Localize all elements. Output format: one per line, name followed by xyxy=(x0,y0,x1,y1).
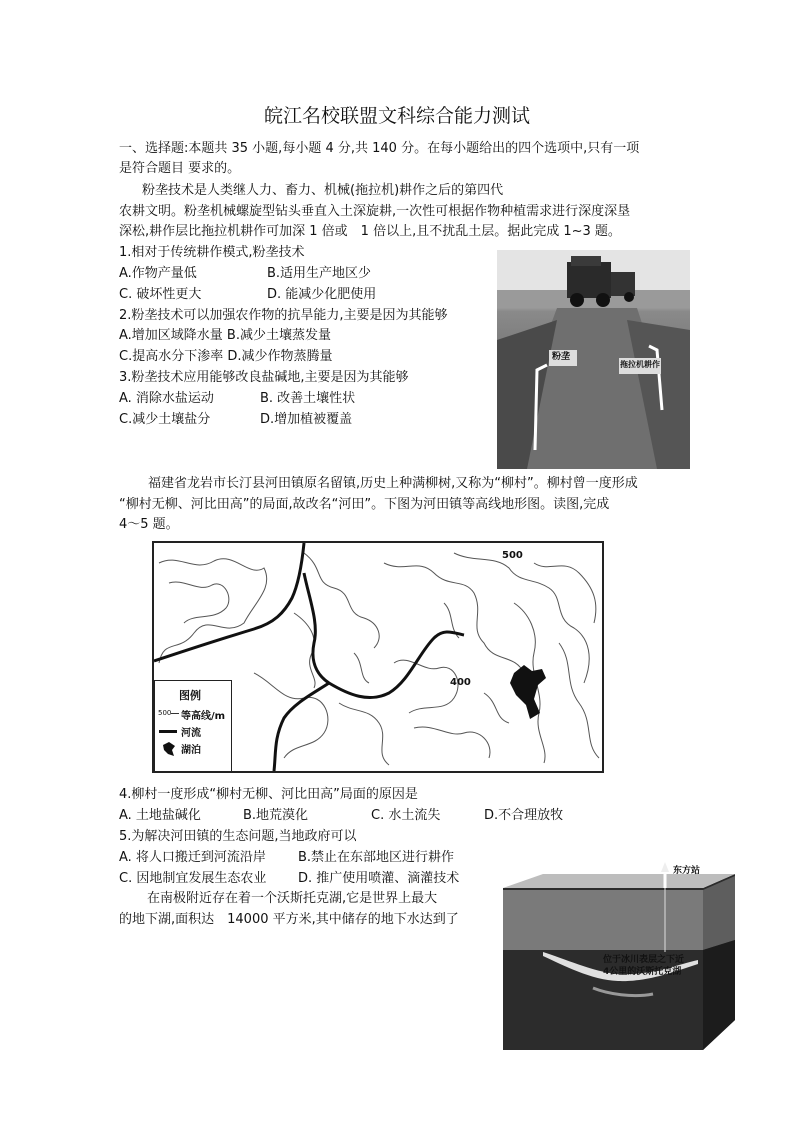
fenlong-photo-illustration xyxy=(497,250,690,469)
legend-lake-icon xyxy=(161,741,177,757)
q5-option-d: D. 推广使用喷灌、滴灌技术 xyxy=(298,871,460,886)
lake-caption-line1: 位于冰川表层之下近 xyxy=(603,955,685,965)
lake-caption-line2: 4公里的沃斯托克湖 xyxy=(603,967,682,977)
section-heading-line1: 一、选择题:本题共 35 小题,每小题 4 分,共 140 分。在每小题给出的四个选项中,只有一项 xyxy=(119,141,640,156)
q5-stem: 5.为解决河田镇的生态问题,当地政府可以 xyxy=(119,829,357,844)
legend-lake-label: 湖泊 xyxy=(181,745,201,756)
q5-option-a: A. 将人口搬迁到河流沿岸 xyxy=(119,850,266,865)
q5-option-c: C. 因地制宜发展生态农业 xyxy=(119,871,267,886)
q1-option-b: B.适用生产地区少 xyxy=(267,266,372,281)
contour-map xyxy=(152,541,604,773)
q3-option-a: A. 消除水盐运动 xyxy=(119,391,214,406)
passage2-line2: “柳村无柳、河比田高”的局面,故改名“河田”。下图为河田镇等高线地形图。读图,完成 xyxy=(119,497,610,512)
q1-stem: 1.相对于传统耕作模式,粉垄技术 xyxy=(119,245,305,260)
q2-options-ab: A.增加区域降水量 B.减少土壤蒸发量 xyxy=(119,328,331,343)
passage2-line1: 福建省龙岩市长汀县河田镇原名留镇,历史上种满柳树,又称为“柳村”。柳村曾一度形成 xyxy=(148,476,638,491)
q2-options-cd: C.提高水分下渗率 D.减少作物蒸腾量 xyxy=(119,349,333,364)
photo-label-fenlong: 粉垄 xyxy=(552,352,571,362)
legend-contour-label: 等高线/m xyxy=(181,711,226,722)
q3-stem: 3.粉垄技术应用能够改良盐碱地,主要是因为其能够 xyxy=(119,370,409,385)
section-heading-line2: 是符合题目 要求的。 xyxy=(119,161,241,176)
q3-option-b: B. 改善土壤性状 xyxy=(260,391,356,406)
q3-option-d: D.增加植被覆盖 xyxy=(260,412,353,427)
q1-option-c: C. 破坏性更大 xyxy=(119,287,202,302)
legend-river-label: 河流 xyxy=(181,728,201,739)
passage2-line3: 4～5 题。 xyxy=(119,517,179,532)
q4-option-a: A. 土地盐碱化 xyxy=(119,808,201,823)
legend-contour-line xyxy=(171,713,179,714)
q4-stem: 4.柳村一度形成“柳村无柳、河比田高”局面的原因是 xyxy=(119,787,418,802)
passage3-line2: 的地下湖,面积达 14000 平方米,其中储存的地下水达到了 xyxy=(119,912,459,927)
legend-title: 图例 xyxy=(179,689,201,702)
vostok-diagram xyxy=(503,860,738,1050)
q1-option-d: D. 能减少化肥使用 xyxy=(267,287,377,302)
q4-option-b: B.地荒漠化 xyxy=(243,808,309,823)
contour-label-400: 400 xyxy=(450,677,471,688)
passage1-line1: 粉垄技术是人类继人力、畜力、机械(拖拉机)耕作之后的第四代 xyxy=(142,183,504,198)
page-title: 皖江名校联盟文科综合能力测试 xyxy=(263,105,530,127)
q2-stem: 2.粉垄技术可以加强农作物的抗旱能力,主要是因为其能够 xyxy=(119,308,448,323)
passage1-line3: 深松,耕作层比拖拉机耕作可加深 1 倍或 1 倍以上,且不扰乱土层。据此完成 1~3 题。 xyxy=(119,224,621,239)
q4-option-d: D.不合理放牧 xyxy=(484,808,564,823)
q3-option-c: C.减少土壤盐分 xyxy=(119,412,211,427)
passage1-line2: 农耕文明。粉垄机械螺旋型钻头垂直入土深旋耕,一次性可根据作物种植需求进行深度深垦 xyxy=(119,204,631,219)
fenlong-photo xyxy=(497,250,690,469)
station-label: 东方站 xyxy=(673,866,701,876)
q4-option-c: C. 水土流失 xyxy=(371,808,441,823)
legend-contour-value: 500 xyxy=(158,709,172,717)
photo-label-tractor: 拖拉机耕作 xyxy=(620,360,660,369)
q1-option-a: A.作物产量低 xyxy=(119,266,197,281)
map-legend xyxy=(154,680,232,772)
legend-river-line xyxy=(159,730,177,733)
q5-option-b: B.禁止在东部地区进行耕作 xyxy=(298,850,455,865)
contour-label-500: 500 xyxy=(502,550,523,561)
passage3-line1: 在南极附近存在着一个沃斯托克湖,它是世界上最大 xyxy=(147,891,438,906)
